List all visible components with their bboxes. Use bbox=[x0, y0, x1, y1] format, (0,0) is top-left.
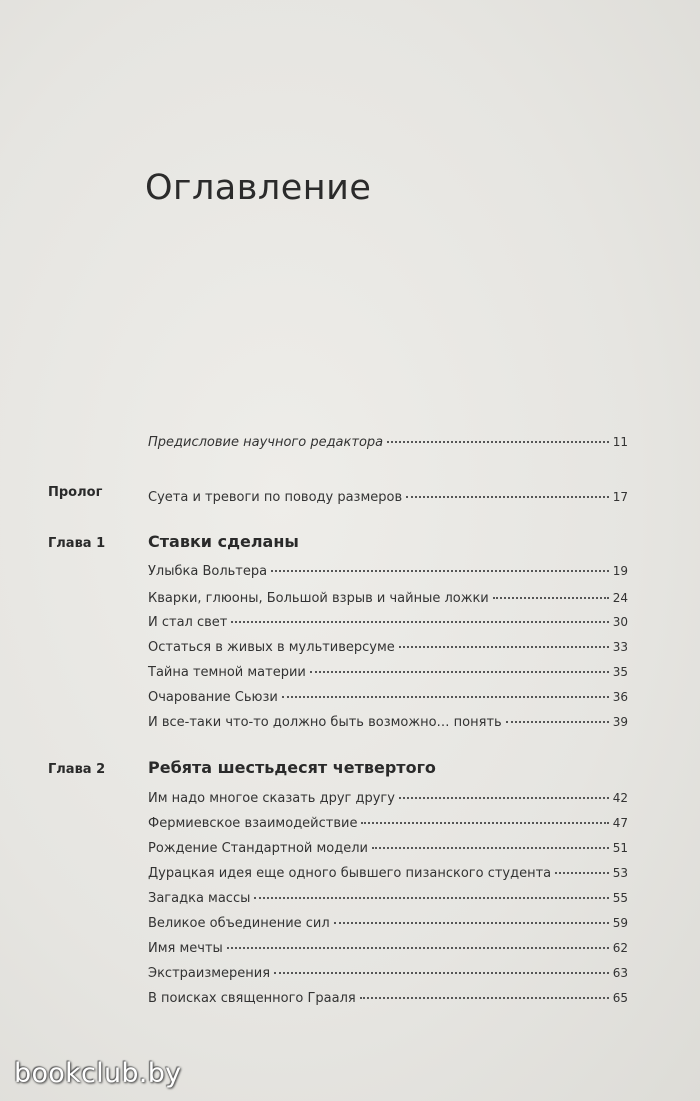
dot-leader bbox=[399, 632, 609, 648]
toc-entry-title: Рождение Стандартной модели bbox=[148, 841, 369, 856]
toc-entry-page: 53 bbox=[612, 866, 628, 880]
chapter-2-title: Ребята шестьдесят четвертого bbox=[148, 758, 436, 777]
dot-leader bbox=[493, 583, 609, 599]
prologue-label: Пролог bbox=[48, 485, 103, 500]
dot-leader bbox=[274, 958, 609, 974]
toc-entry-page: 19 bbox=[612, 564, 628, 578]
toc-entry-page: 65 bbox=[612, 991, 628, 1005]
dot-leader bbox=[399, 783, 609, 799]
toc-entry[interactable] bbox=[148, 861, 628, 881]
toc-entry-title: Предисловие научного редактора bbox=[148, 435, 384, 450]
toc-entry-title: Имя мечты bbox=[148, 941, 223, 956]
toc-entry-page: 17 bbox=[612, 490, 628, 504]
toc-entry-prologue[interactable] bbox=[148, 485, 628, 505]
toc-entry-title: Им надо многое сказать друг другу bbox=[148, 791, 395, 806]
toc-entry-title: Дурацкая идея еще одного бывшего пизанского студента bbox=[148, 866, 552, 881]
toc-entry-page: 24 bbox=[612, 591, 628, 605]
dot-leader bbox=[227, 933, 609, 949]
dot-leader bbox=[506, 707, 609, 723]
toc-entry[interactable] bbox=[148, 710, 628, 730]
toc-entry-page: 51 bbox=[612, 841, 628, 855]
toc-entry-preface[interactable] bbox=[148, 430, 628, 450]
dot-leader bbox=[231, 607, 608, 623]
toc-entry-page: 30 bbox=[612, 615, 628, 629]
toc-entry-title: Великое объединение сил bbox=[148, 916, 330, 931]
toc-entry[interactable] bbox=[148, 559, 628, 579]
toc-entry[interactable] bbox=[148, 886, 628, 906]
toc-entry-page: 42 bbox=[612, 791, 628, 805]
toc-entry[interactable] bbox=[148, 685, 628, 705]
toc-entry-page: 47 bbox=[612, 816, 628, 830]
toc-entry-title: В поисках священного Грааля bbox=[148, 991, 356, 1006]
dot-leader bbox=[310, 657, 609, 673]
page-title: Оглавление bbox=[145, 168, 372, 208]
toc-entry-page: 55 bbox=[612, 891, 628, 905]
dot-leader bbox=[555, 858, 609, 874]
toc-entry[interactable] bbox=[148, 911, 628, 931]
toc-entry-title: Остаться в живых в мультиверсуме bbox=[148, 640, 395, 655]
dot-leader bbox=[361, 808, 608, 824]
toc-entry-page: 35 bbox=[612, 665, 628, 679]
dot-leader bbox=[271, 556, 609, 572]
toc-entry-page: 62 bbox=[612, 941, 628, 955]
toc-entry[interactable] bbox=[148, 586, 628, 606]
chapter-2-label: Глава 2 bbox=[48, 762, 106, 777]
dot-leader bbox=[406, 482, 609, 498]
toc-entry-title: Фермиевское взаимодействие bbox=[148, 816, 358, 831]
dot-leader bbox=[282, 682, 609, 698]
watermark-logo: bookclub.by bbox=[14, 1058, 182, 1089]
toc-entry[interactable] bbox=[148, 635, 628, 655]
toc-entry[interactable] bbox=[148, 811, 628, 831]
dot-leader bbox=[334, 908, 609, 924]
toc-entry-page: 59 bbox=[612, 916, 628, 930]
toc-entry-page: 63 bbox=[612, 966, 628, 980]
toc-entry-title: И стал свет bbox=[148, 615, 228, 630]
toc-entry-title: Кварки, глюоны, Большой взрыв и чайные ложки bbox=[148, 591, 489, 606]
dot-leader bbox=[372, 833, 609, 849]
toc-entry-page: 33 bbox=[612, 640, 628, 654]
toc-entry-title: Загадка массы bbox=[148, 891, 251, 906]
toc-entry-title: Очарование Сьюзи bbox=[148, 690, 278, 705]
toc-entry[interactable] bbox=[148, 961, 628, 981]
chapter-1-label: Глава 1 bbox=[48, 536, 106, 551]
toc-entry[interactable] bbox=[148, 610, 628, 630]
dot-leader bbox=[387, 427, 609, 443]
chapter-1-title: Ставки сделаны bbox=[148, 532, 299, 551]
toc-entry-title: Суета и тревоги по поводу размеров bbox=[148, 490, 403, 505]
toc-entry-page: 39 bbox=[612, 715, 628, 729]
toc-entry[interactable] bbox=[148, 986, 628, 1006]
toc-entry-page: 11 bbox=[612, 435, 628, 449]
toc-entry[interactable] bbox=[148, 936, 628, 956]
toc-entry-title: Улыбка Вольтера bbox=[148, 564, 268, 579]
toc-entry-title: Экстраизмерения bbox=[148, 966, 271, 981]
dot-leader bbox=[254, 883, 608, 899]
toc-entry[interactable] bbox=[148, 786, 628, 806]
toc-entry-title: И все-таки что-то должно быть возможно… понять bbox=[148, 715, 502, 730]
dot-leader bbox=[360, 983, 609, 999]
toc-entry[interactable] bbox=[148, 660, 628, 680]
toc-entry[interactable] bbox=[148, 836, 628, 856]
toc-entry-page: 36 bbox=[612, 690, 628, 704]
toc-entry-title: Тайна темной материи bbox=[148, 665, 306, 680]
